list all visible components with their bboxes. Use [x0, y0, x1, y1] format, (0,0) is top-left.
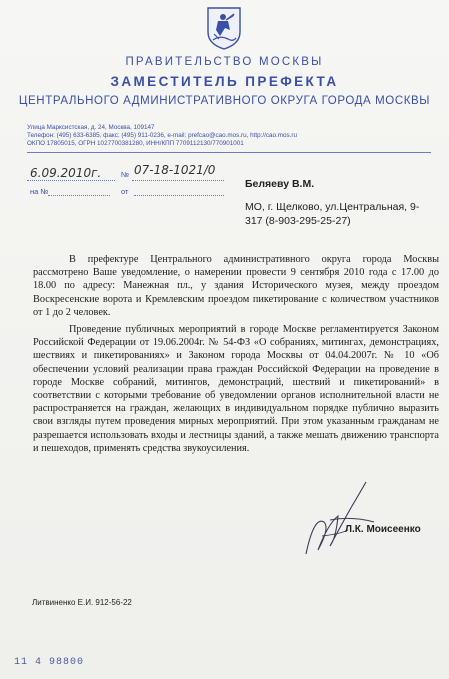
signatory-name: Л.К. Моисеенко [345, 524, 421, 535]
letterhead-government: ПРАВИТЕЛЬСТВО МОСКВЫ [125, 56, 324, 68]
from-label: от [121, 187, 129, 196]
letterhead-title: ЗАМЕСТИТЕЛЬ ПРЕФЕКТА [110, 74, 339, 89]
number-underline [132, 180, 224, 181]
body-paragraph: Проведение публичных мероприятий в городе Москве регламентируется Законом Российской Федерации от 19.06.2004г. № 54-ФЗ «О собраниях, митингах, демонстрациях, шествиях и пикетированиях» и Законом города Москвы от 04.04.2007г. № 10 «Об обеспечении условий реализации права граждан Российской Федерации на проведение в городе Москве собраний, митингов, демонстраций, шествий и пикетирований» в соответствии с которыми требование об уведомлении органов исполнительной власти не распространяется на граждан, желающих в индивидуальном порядке публично выразить свои взгляды путем проведения мирных мероприятий. При этом указанным гражданам не разрешается использовать входы и лестницы зданий, а также мешать движению транспорта и пешеходов, применять средства звукоусиления. [33, 324, 439, 454]
handwritten-signature [300, 476, 380, 566]
registration-date: 6.09.2010г. [30, 166, 102, 180]
date-underline [27, 180, 115, 181]
address-street: Улица Марксистская, д. 24, Москва, 109147 [27, 124, 155, 131]
footer-code: 11 4 98800 [14, 657, 85, 668]
letterhead-district: ЦЕНТРАЛЬНОГО АДМИНИСТРАТИВНОГО ОКРУГА ГОРОДА МОСКВЫ [18, 95, 431, 107]
executor-contact: Литвиненко Е.И. 912-56-22 [32, 598, 132, 607]
from-underline [134, 195, 224, 196]
recipient-address-line1: МО, г. Щелково, ул.Центральная, 9- [245, 201, 420, 213]
registration-number: 07-18-1021/0 [134, 163, 216, 177]
recipient-address-line2: 317 (8-903-295-25-27) [245, 215, 351, 227]
body-paragraph: В префектуре Центрального административного округа города Москвы рассмотрено Ваше уведомление, о намерении провести 9 сентября 2010 года с 17.00 до 18.00 по адресу: Манежная пл., у здания Исторического музея, между проездом Воскресенские ворота и Кремлевским проездом пикетирование с количеством участников от 1 до 2 человек. [33, 254, 439, 318]
address-contacts: Телефон: (495) 633-6385, факс: (495) 911-0236, e-mail: prefcao@cao.mos.ru, http://cao.mos.ru [27, 132, 298, 139]
letter-body [33, 253, 439, 455]
moscow-coat-of-arms-icon [206, 6, 242, 50]
reference-label: на № [30, 187, 49, 196]
recipient-name: Беляеву В.М. [245, 178, 315, 190]
reference-underline [48, 195, 110, 196]
address-registry: ОКПО 17805015, ОГРН 1027700381280, ИНН/КПП 7709112130/770901001 [27, 140, 244, 147]
header-divider [27, 152, 431, 153]
number-label: № [121, 170, 130, 179]
